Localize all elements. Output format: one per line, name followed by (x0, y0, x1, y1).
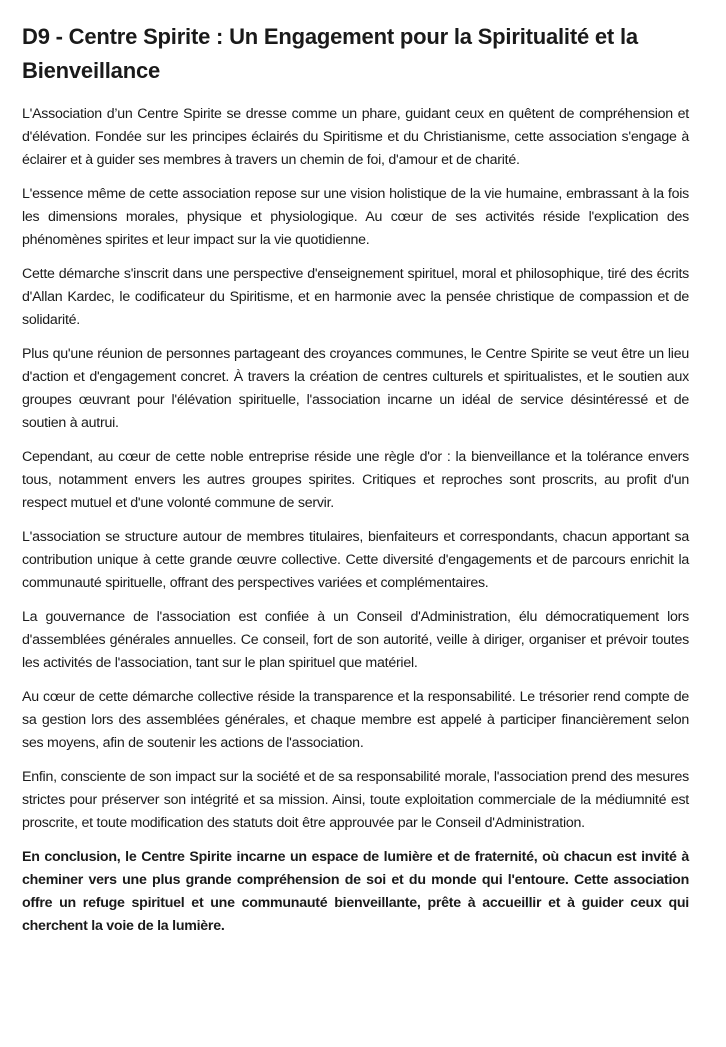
paragraph: La gouvernance de l'association est confiée à un Conseil d'Administration, élu démocratiquement lors d'assemblées générales annuelles. Ce conseil, fort de son autorité, veille à diriger, organiser et prévoir toutes les activités de l'association, tant sur le plan spirituel que matériel. (22, 609, 689, 671)
paragraph: Au cœur de cette démarche collective réside la transparence et la responsabilité. Le trésorier rend compte de sa gestion lors des assemblées générales, et chaque membre est appelé à participer financièrement selon ses moyens, afin de soutenir les actions de l'association. (22, 689, 689, 751)
paragraph: Cette démarche s'inscrit dans une perspective d'enseignement spirituel, moral et philosophique, tiré des écrits d'Allan Kardec, le codificateur du Spiritisme, et en harmonie avec la pensée christique de compassion et de solidarité. (22, 266, 689, 328)
page-title: D9 - Centre Spirite : Un Engagement pour la Spiritualité et la Bienveillance (22, 24, 638, 83)
conclusion-paragraph: En conclusion, le Centre Spirite incarne un espace de lumière et de fraternité, où chacun est invité à cheminer vers une plus grande compréhension de soi et du monde qui l'entoure. Cette association offre un refuge spirituel et une communauté bienveillante, prête à accueillir et à guider ceux qui cherchent la voie de la lumière. (22, 849, 689, 934)
paragraph: Enfin, consciente de son impact sur la société et de sa responsabilité morale, l'association prend des mesures strictes pour préserver son intégrité et sa mission. Ainsi, toute exploitation commerciale de la médiumnité est proscrite, et toute modification des statuts doit être approuvée par le Conseil d'Administration. (22, 769, 689, 831)
paragraph: L'association se structure autour de membres titulaires, bienfaiteurs et correspondants, chacun apportant sa contribution unique à cette grande œuvre collective. Cette diversité d'engagements et de parcours enrichit la communauté spirituelle, offrant des perspectives variées et complémentaires. (22, 529, 689, 591)
paragraph: Cependant, au cœur de cette noble entreprise réside une règle d'or : la bienveillance et la tolérance envers tous, notamment envers les autres groupes spirites. Critiques et reproches sont proscrits, au profit d'un respect mutuel et d'une volonté commune de servir. (22, 449, 689, 511)
paragraph: L'Association d’un Centre Spirite se dresse comme un phare, guidant ceux en quêtent de compréhension et d'élévation. Fondée sur les principes éclairés du Spiritisme et du Christianisme, cette association s'engage à éclairer et à guider ses membres à travers un chemin de foi, d'amour et de charité. (22, 106, 689, 168)
paragraph: Plus qu'une réunion de personnes partageant des croyances communes, le Centre Spirite se veut être un lieu d'action et d'engagement concret. À travers la création de centres culturels et spiritualistes, et le soutien aux groupes œuvrant pour l'élévation spirituelle, l'association incarne un idéal de service désintéressé et de soutien à autrui. (22, 346, 689, 431)
paragraph: L'essence même de cette association repose sur une vision holistique de la vie humaine, embrassant à la fois les dimensions morales, physique et physiologique. Au cœur de ses activités réside l'explication des phénomènes spirites et leur impact sur la vie quotidienne. (22, 186, 689, 248)
